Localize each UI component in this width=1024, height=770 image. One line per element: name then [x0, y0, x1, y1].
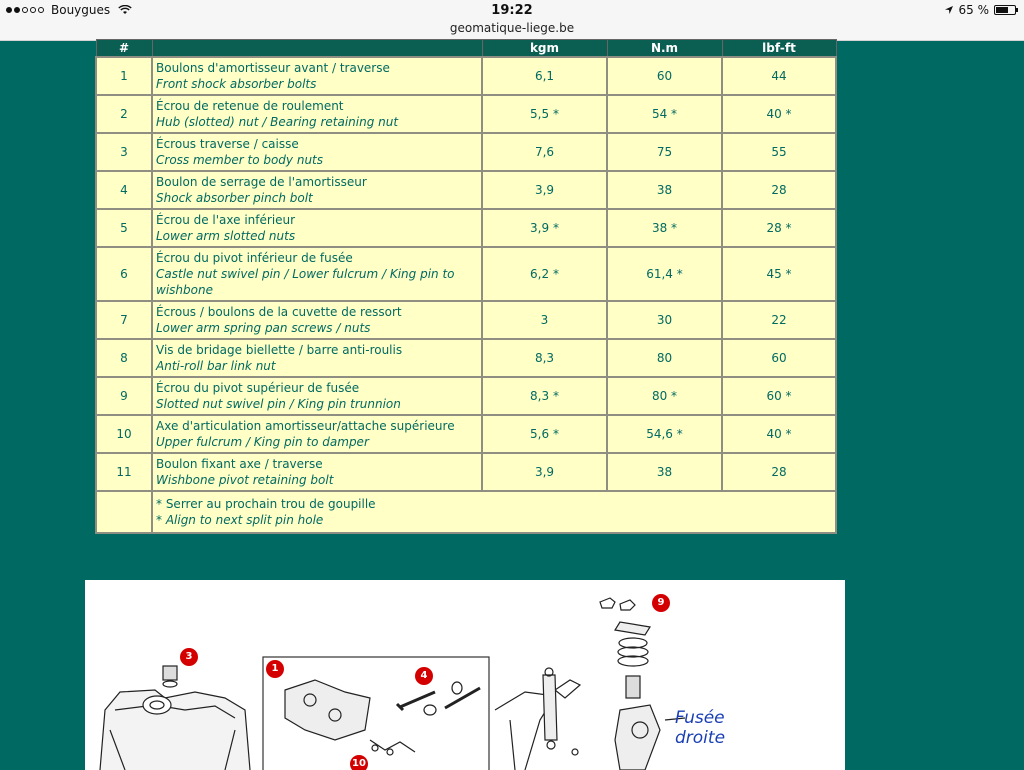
- row-number: 3: [96, 133, 152, 171]
- callout-4: 4: [415, 667, 433, 685]
- torque-table: [95, 39, 837, 534]
- row-description: [152, 247, 482, 301]
- row-number: 6: [96, 247, 152, 301]
- description-en: Lower arm spring pan screws / nuts: [156, 321, 371, 335]
- value-lbf-ft: 28: [722, 171, 836, 209]
- row-number: 9: [96, 377, 152, 415]
- value-nm: 60: [607, 57, 722, 95]
- description-fr: Axe d'articulation amortisseur/attache supérieure: [156, 419, 455, 433]
- description-fr: Écrou de l'axe inférieur: [156, 213, 296, 227]
- fusee-label-line1: Fusée: [675, 708, 725, 728]
- fusee-droite-label: [675, 708, 725, 748]
- header-number: #: [96, 40, 152, 58]
- description-en: Shock absorber pinch bolt: [156, 191, 313, 205]
- value-nm: 38: [607, 171, 722, 209]
- suspension-diagram: [85, 580, 845, 770]
- status-right: [944, 3, 1017, 17]
- address-bar-url[interactable]: geomatique-liege.be: [449, 21, 575, 35]
- value-kgm: 5,5 *: [482, 95, 607, 133]
- value-lbf-ft: 60: [722, 339, 836, 377]
- table-row: [96, 247, 836, 301]
- table-row: [96, 301, 836, 339]
- table-row: [96, 415, 836, 453]
- value-nm: 80 *: [607, 377, 722, 415]
- value-kgm: 8,3: [482, 339, 607, 377]
- value-nm: 80: [607, 339, 722, 377]
- description-fr: Écrous traverse / caisse: [156, 137, 299, 151]
- row-number: 11: [96, 453, 152, 491]
- table-row: [96, 171, 836, 209]
- value-nm: 54 *: [607, 95, 722, 133]
- value-lbf-ft: 40 *: [722, 415, 836, 453]
- description-fr: Boulons d'amortisseur avant / traverse: [156, 61, 390, 75]
- suspension-drawing: [85, 580, 845, 770]
- description-fr: Écrou de retenue de roulement: [156, 99, 344, 113]
- note-fr: * Serrer au prochain trou de goupille: [156, 497, 376, 511]
- row-description: [152, 171, 482, 209]
- note-cell: [152, 491, 836, 533]
- header-lbf-ft: lbf-ft: [722, 40, 836, 58]
- table-row: [96, 339, 836, 377]
- value-nm: 54,6 *: [607, 415, 722, 453]
- description-en: Wishbone pivot retaining bolt: [156, 473, 334, 487]
- value-lbf-ft: 22: [722, 301, 836, 339]
- row-description: [152, 377, 482, 415]
- carrier-name: Bouygues: [51, 3, 111, 17]
- note-number-cell: [96, 491, 152, 533]
- description-fr: Écrou du pivot supérieur de fusée: [156, 381, 360, 395]
- description-fr: Boulon de serrage de l'amortisseur: [156, 175, 367, 189]
- table-row: [96, 377, 836, 415]
- value-lbf-ft: 28: [722, 453, 836, 491]
- row-number: 2: [96, 95, 152, 133]
- description-en: Front shock absorber bolts: [156, 77, 317, 91]
- table-note-row: [96, 491, 836, 533]
- status-bar: [0, 0, 1024, 41]
- row-number: 5: [96, 209, 152, 247]
- battery-icon: [994, 5, 1016, 15]
- description-fr: Vis de bridage biellette / barre anti-roulis: [156, 343, 403, 357]
- row-description: [152, 209, 482, 247]
- value-lbf-ft: 45 *: [722, 247, 836, 301]
- table-row: [96, 133, 836, 171]
- callout-9: 9: [652, 594, 670, 612]
- value-lbf-ft: 40 *: [722, 95, 836, 133]
- callout-3: 3: [180, 648, 198, 666]
- value-nm: 75: [607, 133, 722, 171]
- value-lbf-ft: 28 *: [722, 209, 836, 247]
- description-fr: Écrou du pivot inférieur de fusée: [156, 251, 353, 265]
- value-kgm: 5,6 *: [482, 415, 607, 453]
- description-fr: Écrous / boulons de la cuvette de ressort: [156, 305, 402, 319]
- row-description: [152, 415, 482, 453]
- row-description: [152, 339, 482, 377]
- fusee-label-line2: droite: [675, 728, 726, 748]
- row-number: 4: [96, 171, 152, 209]
- value-lbf-ft: 60 *: [722, 377, 836, 415]
- description-en: Cross member to body nuts: [156, 153, 324, 167]
- value-nm: 30: [607, 301, 722, 339]
- description-en: Hub (slotted) nut / Bearing retaining nut: [156, 115, 399, 129]
- value-lbf-ft: 55: [722, 133, 836, 171]
- note-en: * Align to next split pin hole: [156, 513, 324, 527]
- location-arrow-icon: [944, 5, 954, 15]
- description-en: Castle nut swivel pin / Lower fulcrum / King pin to wishbone: [156, 267, 455, 297]
- value-kgm: 3,9: [482, 171, 607, 209]
- callout-10: 10: [350, 755, 368, 770]
- description-en: Slotted nut swivel pin / King pin trunnion: [156, 397, 401, 411]
- description-en: Anti-roll bar link nut: [156, 359, 276, 373]
- battery-percent: 65 %: [958, 3, 989, 17]
- row-description: [152, 453, 482, 491]
- callout-1: 1: [266, 660, 284, 678]
- header-description: [152, 40, 482, 58]
- row-number: 1: [96, 57, 152, 95]
- table-row: [96, 95, 836, 133]
- header-kgm: kgm: [482, 40, 607, 58]
- value-kgm: 6,2 *: [482, 247, 607, 301]
- value-kgm: 3: [482, 301, 607, 339]
- value-kgm: 6,1: [482, 57, 607, 95]
- header-nm: N.m: [607, 40, 722, 58]
- table-row: [96, 209, 836, 247]
- table-row: [96, 57, 836, 95]
- description-fr: Boulon fixant axe / traverse: [156, 457, 323, 471]
- table-row: [96, 453, 836, 491]
- row-description: [152, 133, 482, 171]
- row-number: 7: [96, 301, 152, 339]
- value-kgm: 7,6: [482, 133, 607, 171]
- row-number: 10: [96, 415, 152, 453]
- value-nm: 61,4 *: [607, 247, 722, 301]
- row-description: [152, 95, 482, 133]
- value-nm: 38: [607, 453, 722, 491]
- description-en: Lower arm slotted nuts: [156, 229, 296, 243]
- value-kgm: 8,3 *: [482, 377, 607, 415]
- description-en: Upper fulcrum / King pin to damper: [156, 435, 369, 449]
- table-header-row: [96, 40, 836, 58]
- status-time: 19:22: [491, 3, 533, 18]
- value-kgm: 3,9 *: [482, 209, 607, 247]
- table-body: [96, 57, 836, 533]
- value-lbf-ft: 44: [722, 57, 836, 95]
- value-nm: 38 *: [607, 209, 722, 247]
- row-number: 8: [96, 339, 152, 377]
- row-description: [152, 57, 482, 95]
- row-description: [152, 301, 482, 339]
- value-kgm: 3,9: [482, 453, 607, 491]
